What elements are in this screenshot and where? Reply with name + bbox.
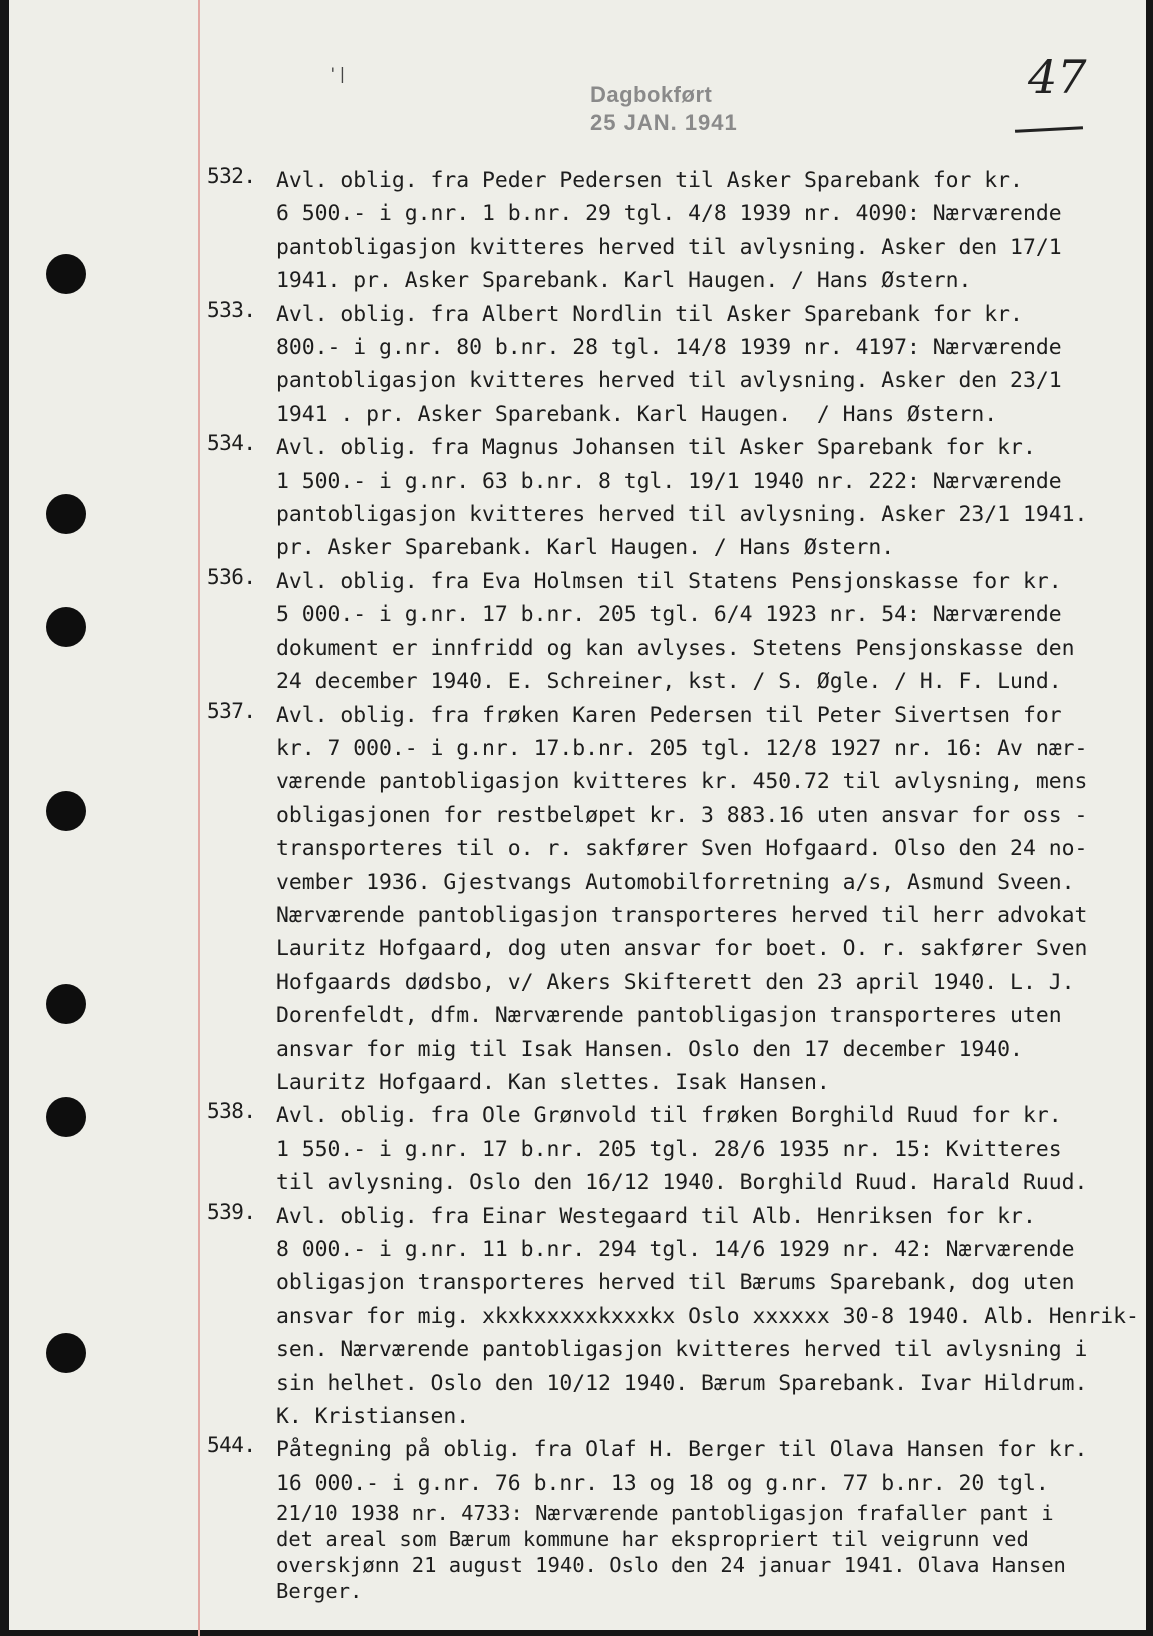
entries-list — [0, 164, 1153, 1604]
entry-text-line: det areal som Bærum kommune har ekspropriert til veigrunn ved — [276, 1527, 1029, 1552]
entry-text-line: Avl. oblig. fra Einar Westegaard til Alb. Henriksen for kr. — [276, 1203, 1036, 1229]
entry-text-line: obligasjonen for restbeløpet kr. 3 883.16 uten ansvar for oss - — [276, 802, 1088, 828]
entry-text-line: 8 000.- i g.nr. 11 b.nr. 294 tgl. 14/6 1929 nr. 42: Nærværende — [276, 1237, 1075, 1262]
entry-text-line: Avl. oblig. fra Albert Nordlin til Asker Sparebank for kr. — [276, 301, 1023, 327]
entry-text-line: Avl. oblig. fra Magnus Johansen til Asker Sparebank for kr. — [276, 435, 1036, 461]
entry-text-line: Avl. oblig. fra Ole Grønvold til frøken Borghild Ruud for kr. — [276, 1103, 1062, 1129]
ledger-entry — [0, 1433, 1153, 1500]
entry-text-line: Hofgaards dødsbo, v/ Akers Skifterett den 23 april 1940. L. J. — [276, 969, 1075, 995]
entry-text-line: ansvar for mig. xkxkxxxxxkxxxkx Oslo xxxxxx 30-8 1940. Alb. Henrik- — [276, 1303, 1139, 1329]
ledger-entry — [0, 1200, 1153, 1434]
ledger-entry — [0, 1500, 1153, 1604]
entry-text-line: pr. Asker Sparebank. Karl Haugen. / Hans Østern. — [276, 535, 895, 561]
page-number: 47 — [1028, 50, 1087, 104]
entry-number: 539. — [207, 1199, 256, 1224]
entry-number: 536. — [207, 564, 256, 589]
entry-text-line: til avlysning. Oslo den 16/12 1940. Borghild Ruud. Harald Ruud. — [276, 1170, 1088, 1196]
ledger-entry — [0, 1099, 1153, 1199]
entry-text-line: ansvar for mig til Isak Hansen. Oslo den 17 december 1940. — [276, 1036, 1023, 1062]
entry-text-line: sin helhet. Oslo den 10/12 1940. Bærum Sparebank. Ivar Hildrum. — [276, 1370, 1088, 1396]
entry-text-line: pantobligasjon kvitteres herved til avlysning. Asker den 23/1 — [276, 368, 1062, 394]
entry-number: 544. — [207, 1433, 256, 1458]
entry-text-line: vember 1936. Gjestvangs Automobilforretning a/s, Asmund Sveen. — [276, 869, 1075, 895]
page-number-underline — [1015, 126, 1083, 133]
entry-number: 538. — [207, 1099, 256, 1124]
entry-text-line: pantobligasjon kvitteres herved til avlysning. Asker 23/1 1941. — [276, 502, 1088, 528]
entry-text-line: Avl. oblig. fra frøken Karen Pedersen til Peter Sivertsen for — [276, 702, 1062, 728]
entry-text-line: Nærværende pantobligasjon transporteres herved til herr advokat — [276, 902, 1088, 928]
stamp-title: Dagbokført — [590, 82, 713, 107]
ledger-entry — [0, 164, 1153, 298]
entry-text-line: transporteres til o. r. sakfører Sven Hofgaard. Olso den 24 no- — [276, 836, 1088, 862]
scan-edge-bottom — [0, 1630, 1153, 1636]
entry-text-line: Lauritz Hofgaard, dog uten ansvar for boet. O. r. sakfører Sven — [276, 936, 1088, 962]
entry-text-line: Påtegning på oblig. fra Olaf H. Berger til Olava Hansen for kr. — [276, 1437, 1088, 1463]
entry-number: 534. — [207, 431, 256, 456]
entry-text-line: sen. Nærværende pantobligasjon kvitteres herved til avlysning i — [276, 1337, 1088, 1363]
ledger-entry — [0, 298, 1153, 432]
entry-text-line: Avl. oblig. fra Peder Pedersen til Asker Sparebank for kr. — [276, 168, 1023, 193]
entry-text-line: 6 500.- i g.nr. 1 b.nr. 29 tgl. 4/8 1939 nr. 4090: Nærværende — [276, 201, 1062, 227]
ledger-entry — [0, 431, 1153, 565]
entry-number: 533. — [207, 297, 256, 322]
entry-text-line: 1 500.- i g.nr. 63 b.nr. 8 tgl. 19/1 1940 nr. 222: Nærværende — [276, 468, 1062, 494]
entry-text-line: 16 000.- i g.nr. 76 b.nr. 13 og 18 og g.nr. 77 b.nr. 20 tgl. — [276, 1470, 1049, 1496]
entry-text-line: 5 000.- i g.nr. 17 b.nr. 205 tgl. 6/4 1923 nr. 54: Nærværende — [276, 602, 1062, 628]
ledger-entry — [0, 699, 1153, 1100]
ledger-entry — [0, 565, 1153, 699]
date-stamp — [590, 82, 738, 136]
entry-text-line: dokument er innfridd og kan avlyses. Stetens Pensjonskasse den — [276, 635, 1075, 661]
entry-text-line: obligasjon transporteres herved til Bærums Sparebank, dog uten — [276, 1270, 1075, 1296]
entry-text-line: kr. 7 000.- i g.nr. 17.b.nr. 205 tgl. 12/8 1927 nr. 16: Av nær- — [276, 735, 1088, 761]
entry-text-line: 800.- i g.nr. 80 b.nr. 28 tgl. 14/8 1939 nr. 4197: Nærværende — [276, 335, 1062, 361]
entry-text-line: Avl. oblig. fra Eva Holmsen til Statens Pensjonskasse for kr. — [276, 568, 1062, 594]
entry-text-line: 21/10 1938 nr. 4733: Nærværende pantobligasjon frafaller pant i — [276, 1501, 1054, 1526]
entry-text-line: 24 december 1940. E. Schreiner, kst. / S. Øgle. / H. F. Lund. — [276, 669, 1062, 695]
entry-text-line: 1 550.- i g.nr. 17 b.nr. 205 tgl. 28/6 1935 nr. 15: Kvitteres — [276, 1136, 1062, 1162]
entry-text-line: 1941. pr. Asker Sparebank. Karl Haugen. / Hans Østern. — [276, 268, 972, 294]
entry-number: 532. — [207, 164, 256, 188]
entry-text-line: værende pantobligasjon kvitteres kr. 450.72 til avlysning, mens — [276, 769, 1088, 795]
entry-text-line: Dorenfeldt, dfm. Nærværende pantobligasjon transporteres uten — [276, 1003, 1062, 1029]
entry-text-line: Berger. — [276, 1579, 363, 1604]
entry-number: 537. — [207, 698, 256, 723]
entry-text-line: pantobligasjon kvitteres herved til avlysning. Asker den 17/1 — [276, 234, 1062, 260]
entry-text-line: 1941 . pr. Asker Sparebank. Karl Haugen. / Hans Østern. — [276, 401, 998, 427]
entry-text-line: K. Kristiansen. — [276, 1404, 470, 1430]
stray-mark: '| — [328, 64, 348, 83]
stamp-date: 25 JAN. 1941 — [590, 110, 738, 135]
entry-text-line: overskjønn 21 august 1940. Oslo den 24 januar 1941. Olava Hansen — [276, 1553, 1066, 1578]
entry-text-line: Lauritz Hofgaard. Kan slettes. Isak Hansen. — [276, 1069, 830, 1095]
